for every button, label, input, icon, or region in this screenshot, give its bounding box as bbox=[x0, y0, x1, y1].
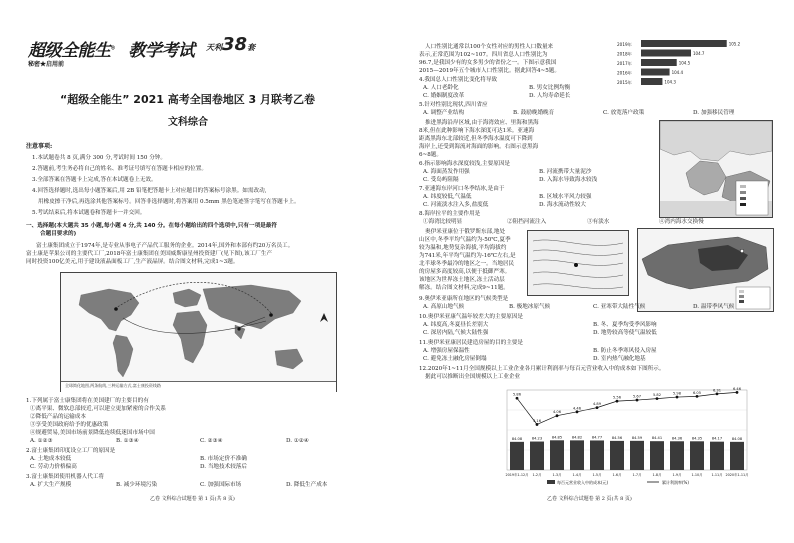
world-map bbox=[60, 272, 337, 392]
profit-point bbox=[596, 406, 599, 409]
notice-title: 注意事项: bbox=[26, 143, 53, 150]
passage-line: 的房屋多高度较高,以便于抵御严寒。 bbox=[419, 269, 511, 275]
notice-item: 4.回答选择题时,选出每小题答案后,用 2B 铅笔把答题卡上对应题目的答案标号涂黑。如需改动, bbox=[32, 188, 267, 194]
q1-choice-c[interactable]: C. ②③④ bbox=[200, 438, 223, 444]
profit-point bbox=[696, 395, 699, 398]
q4-choice-d[interactable]: D. 人均寿命延长 bbox=[529, 93, 571, 99]
q8-statement: ②阻挡河流注入 bbox=[507, 219, 547, 225]
q5-choice-b[interactable]: B. 鼓励晚婚晚育 bbox=[513, 110, 555, 116]
q7-choice-c[interactable]: C. 河流淡水注入多,盐度低 bbox=[423, 202, 489, 208]
bar bbox=[641, 78, 662, 85]
q9-choice-d[interactable]: D. 温带季风气候 bbox=[693, 304, 735, 310]
profit-point bbox=[616, 400, 619, 403]
question-3: 3.富士康集团使用机器人代工将 bbox=[26, 474, 105, 480]
profit-line bbox=[517, 392, 737, 424]
profit-point-label: 4.46 bbox=[572, 406, 582, 411]
profit-point-label: 5.56 bbox=[612, 395, 622, 400]
q11-choice-a[interactable]: A. 增强房屋保温性 bbox=[423, 348, 470, 354]
notice-item: 用橡皮擦干净后,再选涂其他答案标号。回答非选择题时,将答案用 0.5mm 黑色笔迹签字笔写在答题卡上。 bbox=[38, 199, 300, 205]
black-sea-map-svg bbox=[660, 121, 772, 217]
cost-bar bbox=[630, 441, 644, 470]
q6-choice-c[interactable]: C. 受岛屿阻隔 bbox=[423, 177, 459, 183]
cost-bar bbox=[530, 442, 544, 470]
cost-bar bbox=[710, 442, 724, 470]
passage-line: 为741米,年平均气温约为-16℃左右,是 bbox=[419, 253, 516, 259]
cost-bar-label: 84.56 bbox=[611, 435, 623, 440]
q7-choice-d[interactable]: D. 海水流动性较大 bbox=[539, 202, 586, 208]
cost-bar-label: 84.08 bbox=[511, 436, 523, 441]
passage-line: 海岸上,还受到海流对海面的影响。右图示意黑海 bbox=[419, 144, 539, 150]
q11-choice-c[interactable]: C. 避免冻土融化房屋倒塌 bbox=[423, 356, 487, 362]
brand-logo bbox=[28, 36, 194, 61]
question-6: 6.指示影响海水深度较浅,主要原因是 bbox=[419, 161, 511, 167]
q2-choice-b[interactable]: B. 市场定价不准确 bbox=[200, 456, 247, 462]
passage-line: 山区中,冬季平均气温约为-50℃,夏季 bbox=[419, 237, 511, 243]
x-tick-label: 1-6月 bbox=[612, 473, 622, 477]
passage-line: 解冻。结合图文材料,完成9~11题。 bbox=[419, 285, 509, 291]
notice-item: 5.考试结束后,将本试题卷和答题卡一并交回。 bbox=[32, 210, 146, 216]
exam-subject: 文科综合 bbox=[168, 117, 208, 128]
cost-bar-label: 84.82 bbox=[571, 435, 583, 440]
q5-choice-a[interactable]: A. 调整产业结构 bbox=[423, 110, 465, 116]
passage-line: 人口性别比通常以100个女性对应的男性人口数量来 bbox=[425, 44, 554, 50]
exam-title: “超级全能生” 2021 高考全国卷地区 3 月联考乙卷 bbox=[60, 93, 316, 106]
x-tick-label: 2020年1-11月 bbox=[725, 473, 749, 477]
x-tick-label: 1-8月 bbox=[652, 473, 662, 477]
bar-value-label: 104.7 bbox=[693, 51, 705, 56]
profit-point-label: 6.31 bbox=[712, 388, 722, 393]
profit-point bbox=[556, 414, 559, 417]
passage-line: 8米,但在此种影响下海水深度可达1米。亚速海 bbox=[419, 128, 535, 134]
question-11: 11.奥伊米亚康居民建造房屋的目的主要是 bbox=[419, 340, 523, 346]
cost-bar-label: 84.41 bbox=[651, 436, 663, 441]
q2-choice-d[interactable]: D. 当地技术较落后 bbox=[200, 464, 247, 470]
bar-category-label: 2017年 bbox=[617, 61, 632, 66]
cost-bar bbox=[610, 441, 624, 470]
passage-line: 96.7,是我国少有的女多男少的省份之一。下图示意我国 bbox=[419, 60, 557, 66]
bar-value-label: 104.4 bbox=[671, 70, 684, 75]
profit-point-label: 5.98 bbox=[672, 391, 682, 396]
secret-label: 秘密★启用前 bbox=[28, 61, 65, 68]
q9-choice-a[interactable]: A. 高原山地气候 bbox=[423, 304, 465, 310]
passage-line: 距离黑海东北部较近,但冬季海水温度可下降到 bbox=[419, 136, 533, 142]
tianli-number: 38 bbox=[222, 34, 248, 55]
profit-point bbox=[516, 397, 519, 400]
question-2: 2.富士康集团印度设立工厂的原因是 bbox=[26, 448, 116, 454]
legend-label-profit: 累计利润率(%) bbox=[662, 480, 689, 485]
profit-point-label: 6.46 bbox=[732, 386, 742, 391]
x-tick-label: 1-10月 bbox=[691, 473, 703, 477]
passage-line: 推进黑海沿岸区域,由于海湾效应、里海和黑海 bbox=[425, 120, 539, 126]
cost-bar-label: 84.77 bbox=[591, 435, 603, 440]
q2-choice-a[interactable]: A. 土地成本较低 bbox=[30, 456, 72, 462]
bar-category-label: 2015年 bbox=[617, 80, 632, 85]
logo-mark: ® bbox=[110, 45, 115, 52]
q3-choice-a[interactable]: A. 扩大生产规模 bbox=[30, 482, 72, 488]
profit-point bbox=[716, 392, 719, 395]
cost-bar bbox=[670, 441, 684, 470]
bar-category-label: 2016年 bbox=[617, 70, 632, 76]
q10-choice-c[interactable]: C. 深居内陆,气候大陆性强 bbox=[423, 330, 489, 336]
cost-bar bbox=[650, 441, 664, 470]
passage-line: 2015—2019年五个城市人口性别比。据此回答4~5题。 bbox=[419, 68, 560, 74]
profit-point bbox=[676, 396, 679, 399]
q5-choice-c[interactable]: C. 放宽落户政策 bbox=[603, 110, 645, 116]
q7-choice-b[interactable]: B. 区域水平风力较强 bbox=[539, 194, 592, 200]
q4-choice-b[interactable]: B. 男女比例均衡 bbox=[529, 85, 571, 91]
cost-bar-label: 84.85 bbox=[551, 435, 563, 440]
bar bbox=[641, 40, 727, 47]
x-tick-label: 1-4月 bbox=[572, 473, 582, 477]
q8-statement: ④湾内海水交换慢 bbox=[659, 219, 704, 225]
q8-statement: ①海湾比较明显 bbox=[423, 219, 463, 225]
profit-point-label: 5.67 bbox=[632, 394, 642, 399]
q1-statement: ①离平果、微软总部较近,可以建立更加紧密的合作关系 bbox=[30, 406, 167, 412]
question-4: 4.我国总人口性别比变化将导致 bbox=[419, 77, 498, 83]
section-heading: 一、选择题(本大题共 35 小题,每小题 4 分,共 140 分。在每小题给出的四个选项中,只有一项是最符 bbox=[26, 223, 277, 229]
q11-choice-b[interactable]: B. 防止冬季寒风侵入房屋 bbox=[593, 348, 657, 354]
right-page bbox=[397, 0, 794, 543]
cost-bar bbox=[730, 442, 744, 470]
question-7: 7.亚速海东岸河口冬季结冰,是由于 bbox=[419, 186, 505, 192]
q9-choice-c[interactable]: C. 亚寒带大陆性气候 bbox=[593, 304, 646, 310]
tianli-text: 天利 bbox=[206, 43, 222, 52]
profit-point bbox=[536, 423, 539, 426]
q2-choice-c[interactable]: C. 劳动力价格偏高 bbox=[30, 464, 77, 470]
profit-point bbox=[636, 399, 639, 402]
notice-item: 2.答题前,考生务必将自己的姓名、准考证号填写在答题卡相应的位置。 bbox=[32, 166, 207, 172]
q10-choice-b[interactable]: B. 冬、夏季均受季风影响 bbox=[593, 322, 657, 328]
page-footer: 乙卷 文科综合试题卷 第 2 页(共 8 页) bbox=[547, 496, 632, 502]
cost-bar bbox=[690, 441, 704, 470]
passage-line: 北半球冬季最冷的地区之一。当地居民 bbox=[419, 261, 515, 267]
q6-choice-b[interactable]: B. 河流携带大量泥沙 bbox=[539, 169, 592, 175]
profit-point-label: 4.06 bbox=[552, 410, 562, 415]
question-12: 12.2020年1~11月全国规模以上工业企业各月累计利润率与每百元营业收入中的成本如下图所示。 bbox=[419, 366, 665, 372]
cost-bar bbox=[550, 440, 564, 470]
intro-line: 富士康集团成立于1974年,是专业从事电子产品代工服务的企业。2014年,国外和本部有约20万名员工。 bbox=[36, 243, 294, 249]
passage-line: 该地区为世界冻土地区,冻土活动层 bbox=[419, 277, 505, 283]
black-sea-map bbox=[659, 120, 773, 218]
profit-point bbox=[656, 397, 659, 400]
notice-item: 3.全部答案在答题卡上完成,答在本试题卷上无效。 bbox=[32, 177, 157, 183]
notice-item: 1.本试题卷共 8 页,满分 300 分,考试时间 150 分钟。 bbox=[32, 155, 166, 161]
passage-line: 6~8题。 bbox=[419, 152, 442, 158]
x-tick-label: 1-7月 bbox=[632, 473, 642, 477]
cost-bar-label: 84.23 bbox=[531, 436, 543, 441]
q1-choice-b[interactable]: B. ①③④ bbox=[116, 438, 139, 444]
q10-choice-d[interactable]: D. 地势较高等使气温较低 bbox=[593, 330, 657, 336]
bar bbox=[641, 59, 677, 66]
page-footer: 乙卷 文科综合试题卷 第 1 页(共 8 页) bbox=[150, 496, 235, 502]
cost-bar-label: 84.35 bbox=[691, 436, 703, 441]
bar-value-label: 104.5 bbox=[678, 60, 691, 66]
q1-statement: ②降低产品的运输成本 bbox=[30, 414, 86, 420]
profit-cost-chart bbox=[485, 384, 760, 496]
x-tick-label: 1-3月 bbox=[552, 473, 562, 477]
bar-value-label: 105.2 bbox=[728, 41, 741, 47]
x-tick-label: 2019年1-12月 bbox=[505, 473, 529, 477]
cost-bar bbox=[590, 440, 604, 470]
q6-choice-a[interactable]: A. 海面蒸发作用强 bbox=[423, 169, 470, 175]
q9-choice-b[interactable]: B. 极地冰原气候 bbox=[509, 304, 551, 310]
q1-choice-d[interactable]: D. ①②④ bbox=[286, 438, 309, 444]
x-tick-label: 1-9月 bbox=[672, 473, 682, 477]
map-caption: 全球简化地图,两条航线,三种运输方式,富士康投资线路 bbox=[65, 383, 161, 388]
bar bbox=[641, 69, 670, 76]
passage-line: 较为温和,地势复杂海拔,平均海拔约 bbox=[419, 245, 507, 251]
q1-statement: ④规避贸易,美国市场前景降低连续低迷国市场中国 bbox=[30, 430, 155, 436]
cost-bar-label: 84.36 bbox=[671, 436, 683, 441]
q5-choice-d[interactable]: D. 加强移民管理 bbox=[693, 110, 735, 116]
bar-category-label: 2018年 bbox=[617, 51, 632, 57]
sex-ratio-chart bbox=[617, 38, 772, 88]
legend-label-cost: 每百元营业收入中的成本(元) bbox=[557, 480, 609, 485]
question-8: 8.海岸拉平的主要作用是 bbox=[419, 211, 481, 217]
q6-choice-d[interactable]: D. 入海水导致海水较浅 bbox=[539, 177, 598, 183]
bar bbox=[641, 50, 691, 57]
q4-choice-c[interactable]: C. 婚姻制度改革 bbox=[423, 93, 465, 99]
question-12-cont: 据此可以推断出全国规模以上工业企业 bbox=[425, 374, 521, 380]
x-tick-label: 1-2月 bbox=[532, 473, 542, 477]
profit-point bbox=[736, 391, 739, 394]
legend-swatch-cost bbox=[547, 480, 555, 484]
logo-text-middle: 教学考试 bbox=[128, 41, 195, 61]
x-tick-label: 1-5月 bbox=[592, 473, 602, 477]
question-10: 10.奥伊米亚康气温年较差大的主要原因是 bbox=[419, 314, 523, 320]
q11-choice-d[interactable]: D. 室内热气融化地基 bbox=[593, 356, 646, 362]
cost-bar bbox=[510, 442, 524, 470]
russia-map-svg bbox=[638, 229, 773, 311]
russia-map bbox=[637, 228, 774, 312]
cost-bar-label: 84.08 bbox=[731, 436, 743, 441]
q4-choice-a[interactable]: A. 人口老龄化 bbox=[423, 85, 459, 91]
logo-text-left: 超级全能生 bbox=[28, 41, 111, 61]
q3-choice-d[interactable]: D. 降低生产成本 bbox=[286, 482, 328, 488]
q7-choice-a[interactable]: A. 纬度较低,气温低 bbox=[423, 194, 472, 200]
q8-statement: ③有淡水 bbox=[587, 219, 610, 225]
question-1: 1.下列属于富士康集团将在美国建厂的主要目的有 bbox=[26, 398, 149, 404]
bar-category-label: 2019年 bbox=[617, 42, 632, 47]
profit-point bbox=[576, 410, 579, 413]
cost-bar-label: 84.17 bbox=[711, 436, 723, 441]
q3-choice-b[interactable]: B. 减少环境污染 bbox=[116, 482, 158, 488]
topo-map-svg bbox=[528, 231, 628, 295]
profit-point-label: 4.89 bbox=[592, 402, 602, 407]
q10-choice-a[interactable]: A. 纬度高,冬夏昼长差别大 bbox=[423, 322, 489, 328]
tianli-suffix: 套 bbox=[247, 43, 256, 52]
world-map-svg bbox=[61, 273, 336, 391]
cost-bar-label: 84.59 bbox=[631, 435, 643, 440]
section-heading-cont: 合题目要求的) bbox=[40, 231, 77, 237]
q3-choice-c[interactable]: C. 加强国际市场 bbox=[200, 482, 242, 488]
bar-value-label: 104.3 bbox=[664, 79, 676, 85]
x-tick-label: 1-11月 bbox=[711, 473, 723, 477]
tianli-logo bbox=[206, 34, 255, 55]
question-5: 5.针对性别比现状,四川省应 bbox=[419, 102, 488, 108]
profit-point-label: 3.16 bbox=[532, 418, 542, 423]
intro-line: 同时投资100亿美元,用于建设液晶面板工厂,生产液晶屏。结合图文材料,完成1~3题。 bbox=[26, 259, 239, 265]
question-9: 9.奥伊米亚康所在地区的气候类型是 bbox=[419, 296, 509, 302]
cost-bar bbox=[570, 440, 584, 470]
profit-point-label: 5.86 bbox=[512, 392, 522, 397]
q1-choice-a[interactable]: A. ①②③ bbox=[30, 438, 53, 444]
passage-line: 表示,正常范围为102~107。四川省总人口性别比为 bbox=[419, 52, 548, 58]
oymyakon-topo-map bbox=[527, 230, 629, 296]
profit-point-label: 6.05 bbox=[692, 390, 702, 395]
q1-statement: ③享受美国政府给予的优惠政策 bbox=[30, 422, 109, 428]
profit-point-label: 5.82 bbox=[652, 393, 662, 398]
intro-line: 富士康是苹果公司的主要代工厂,2018年富士康集团在美国威斯康星州投资建厂(见下图),该工厂生产 bbox=[26, 251, 272, 257]
passage-line: 奥伊米亚康位于俄罗斯东部,地处 bbox=[425, 229, 506, 235]
